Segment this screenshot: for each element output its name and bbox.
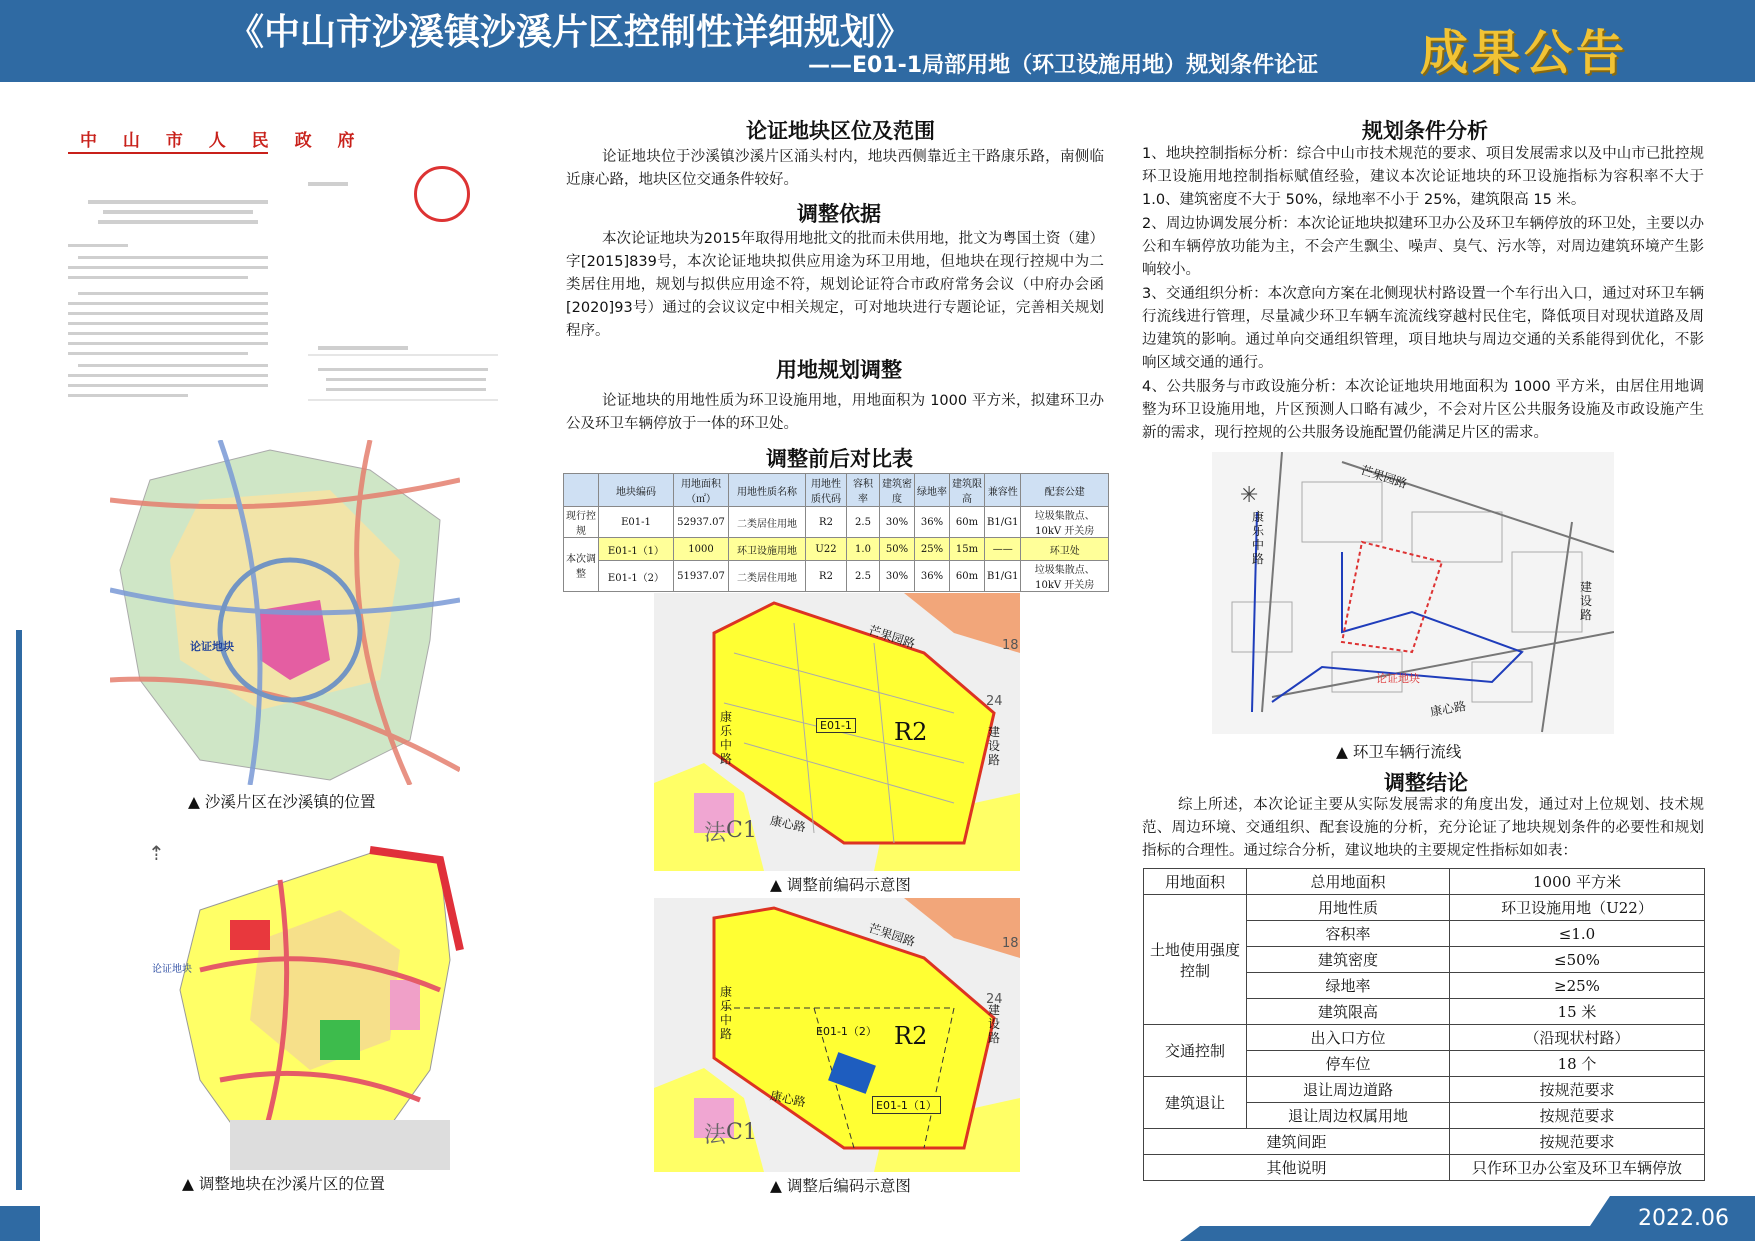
bottom-band [0, 1196, 1755, 1241]
th-blank [564, 474, 599, 507]
road-label-west: 康乐中路 [720, 985, 733, 1041]
cell: 按规范要求 [1450, 1103, 1705, 1129]
cell: 总用地面积 [1247, 869, 1450, 895]
plot-number-18: 18 [1002, 936, 1019, 951]
cell: 建筑密度 [1247, 947, 1450, 973]
cell: 建筑退让 [1144, 1077, 1247, 1129]
cell: R2 [806, 561, 847, 592]
plot-number-18: 18 [1002, 638, 1019, 653]
cell: 用地面积 [1144, 869, 1247, 895]
table-row [564, 507, 1109, 538]
cell: 退让周边道路 [1247, 1077, 1450, 1103]
cell: 30% [880, 507, 915, 538]
cell: ≤50% [1450, 947, 1705, 973]
table-row [564, 561, 1109, 592]
parcel-code-2-label: E01-1（2） [816, 1025, 877, 1038]
road-label-north: 芒果园路 [866, 920, 917, 950]
plot-number-24: 24 [986, 694, 1003, 709]
cell: 1000 平方米 [1450, 869, 1705, 895]
cell: 二类居住用地 [729, 507, 806, 538]
cell: 土地使用强度控制 [1144, 895, 1247, 1025]
cell: ≤1.0 [1450, 921, 1705, 947]
map1-site-label: 论证地块 [190, 640, 234, 653]
cell: 其他说明 [1144, 1155, 1450, 1181]
road-label-east: 建设路 [988, 1003, 1001, 1045]
cell: 出入口方位 [1247, 1025, 1450, 1051]
road-label-east: 建设路 [988, 725, 1001, 767]
compare-table [563, 473, 1109, 592]
cell: 1000 [674, 538, 729, 561]
road-label-north: 芒果园路 [866, 622, 917, 652]
th-landuse-code: 用地性质代码 [806, 474, 847, 507]
vehicle-flow-map [1212, 452, 1614, 734]
c1-label: C1 [726, 1120, 757, 1145]
section-conclusion-title: 调整结论 [1384, 771, 1468, 795]
landuse-label: R2 [894, 1022, 928, 1050]
th-area: 用地面积（㎡） [674, 474, 729, 507]
th-code: 地块编码 [599, 474, 674, 507]
section-compare-title: 调整前后对比表 [766, 447, 913, 471]
section-adjustment-text: 论证地块的用地性质为环卫设施用地，用地面积为 1000 平方米，拟建环卫办公及环卫车辆停放于一体的环卫处。 [566, 393, 1104, 432]
cell: 停车位 [1247, 1051, 1450, 1077]
indicator-table [1143, 868, 1705, 1181]
plot-number-24: 24 [986, 992, 1003, 1007]
document-org-header: 中 山 市 人 民 政 府 [80, 131, 365, 151]
flow-road-west: 康乐中路 [1252, 510, 1265, 566]
table-row [1144, 1077, 1705, 1103]
map-after-caption-text: 调整后编码示意图 [786, 1177, 911, 1195]
map-after-caption [770, 1174, 911, 1196]
cell: 25% [915, 538, 950, 561]
cell: 15m [950, 538, 985, 561]
section-location-title: 论证地块区位及范围 [746, 119, 935, 143]
flow-road-north: 芒果园路 [1358, 462, 1409, 492]
cell: U22 [806, 538, 847, 561]
table-row [1144, 1129, 1705, 1155]
district-landuse-map [140, 820, 470, 1180]
map1-caption-text: 沙溪片区在沙溪镇的位置 [204, 793, 376, 811]
analysis-item-1: 1、地块控制指标分析：综合中山市技术规范的要求、项目发展需求以及中山市已批控规环卫设施用地控制指标赋值经验，建议本次论证地块的环卫设施指标为容积率不大于 1.0、建筑密度不大于 50%，绿地率不小于 25%，建筑限高 15 米。 [1142, 146, 1704, 208]
cell: 按规范要求 [1450, 1077, 1705, 1103]
table-row [1144, 895, 1705, 921]
cell: 容积率 [1247, 921, 1450, 947]
table-row [1144, 1025, 1705, 1051]
map1-caption [188, 790, 375, 812]
cell: 环卫设施用地 [729, 538, 806, 561]
cell: 环卫设施用地（U22） [1450, 895, 1705, 921]
cell: 垃圾集散点、10kV 开关房 [1021, 561, 1109, 592]
flow-road-east: 建设路 [1580, 580, 1593, 622]
cell: E01-1（1） [599, 538, 674, 561]
north-arrow-icon: ✳ [1240, 483, 1259, 508]
section-analysis-title: 规划条件分析 [1362, 119, 1488, 143]
legal-label: 法 [704, 821, 727, 846]
flow-map-caption [1336, 740, 1461, 762]
table-row [1144, 1155, 1705, 1181]
th-far: 容积率 [847, 474, 880, 507]
cell: —— [985, 538, 1021, 561]
cell: B1/G1 [985, 507, 1021, 538]
triangle-icon: ▲ [770, 1177, 787, 1195]
map2-caption-text: 调整地块在沙溪片区的位置 [198, 1175, 385, 1193]
page-subtitle: ——E01-1局部用地（环卫设施用地）规划条件论证 [808, 53, 1319, 78]
page-title: 《中山市沙溪镇沙溪片区控制性详细规划》 [228, 12, 913, 53]
cell: E01-1 [599, 507, 674, 538]
cell: 现行控规 [564, 507, 599, 538]
cell: 52937.07 [674, 507, 729, 538]
th-landuse-name: 用地性质名称 [729, 474, 806, 507]
parcel-code-label: E01-1 [816, 718, 856, 733]
cell: 二类居住用地 [729, 561, 806, 592]
road-label-south: 康心路 [768, 813, 807, 835]
section-location-text: 论证地块位于沙溪镇沙溪片区涌头村内，地块西侧靠近主干路康乐路，南侧临近康心路，地块区位交通条件较好。 [566, 149, 1104, 188]
map2-site-label: 论证地块 [152, 964, 192, 975]
triangle-icon: ▲ [188, 793, 205, 811]
th-green: 绿地率 [915, 474, 950, 507]
cell: 2.5 [847, 561, 880, 592]
cell: 绿地率 [1247, 973, 1450, 999]
compare-table-header [564, 474, 1109, 507]
cell: 建筑间距 [1144, 1129, 1450, 1155]
road-label-south: 康心路 [768, 1088, 807, 1110]
cell: 50% [880, 538, 915, 561]
section-basis-title: 调整依据 [797, 202, 881, 226]
cell: B1/G1 [985, 561, 1021, 592]
c1-label: C1 [726, 818, 757, 843]
cell: 按规范要求 [1450, 1129, 1705, 1155]
cell: 2.5 [847, 507, 880, 538]
cell: 用地性质 [1247, 895, 1450, 921]
flow-road-south: 康心路 [1429, 698, 1468, 720]
flow-map-caption-text: 环卫车辆行流线 [1352, 743, 1462, 761]
analysis-item-2: 2、周边协调发展分析：本次论证地块拟建环卫办公及环卫车辆停放的环卫处，主要以办公和车辆停放功能为主，不会产生飘尘、噪声、臭气、污水等，对周边建筑环境产生影响较小。 [1142, 216, 1704, 278]
section-basis-text: 本次论证地块为2015年取得用地批文的批而未供用地，批文为粤国土资（建）字[2015]839号，本次论证地块拟供应用途为环卫用地，但地块在现行控规中为二类居住用地，规划与拟供应用途不符，规划论证符合市政府常务会议（中府办会函[2020]93号）通过的会议议定中相关规定，可对地块进行专题论证，完善相关规划程序。 [566, 231, 1104, 339]
flow-site-label: 论证地块 [1376, 672, 1420, 685]
th-facility: 配套公建 [1021, 474, 1109, 507]
section-adjustment-title: 用地规划调整 [776, 358, 902, 382]
map-before-caption [770, 873, 911, 895]
cell: 只作环卫办公室及环卫车辆停放 [1450, 1155, 1705, 1181]
cell: 51937.07 [674, 561, 729, 592]
publish-date: 2022.06 [1638, 1206, 1729, 1231]
left-accent-bar [16, 630, 22, 1190]
cell: 36% [915, 561, 950, 592]
cell: 交通控制 [1144, 1025, 1247, 1077]
cell: E01-1（2） [599, 561, 674, 592]
cell: ≥25% [1450, 973, 1705, 999]
cell: 15 米 [1450, 999, 1705, 1025]
cell: 本次调整 [564, 538, 599, 592]
cell: 建筑限高 [1247, 999, 1450, 1025]
cell: R2 [806, 507, 847, 538]
cell: 垃圾集散点、10kV 开关房 [1021, 507, 1109, 538]
section-conclusion-text: 综上所述，本次论证主要从实际发展需求的角度出发，通过对上位规划、技术规范、周边环境、交通组织、配套设施的分析，充分论证了地块规划条件的必要性和规划指标的合理性。通过综合分析，建议地块的主要规定性指标如如表： [1142, 797, 1704, 859]
north-arrow-icon: ⇡ [148, 841, 165, 865]
announcement-badge: 成果公告 [1420, 25, 1629, 81]
cell: 60m [950, 561, 985, 592]
cell: 36% [915, 507, 950, 538]
town-location-map [110, 440, 460, 785]
cell: （沿现状村路） [1450, 1025, 1705, 1051]
th-height: 建筑限高 [950, 474, 985, 507]
th-density: 建筑密度 [880, 474, 915, 507]
road-label-west: 康乐中路 [720, 710, 733, 766]
landuse-label: R2 [894, 718, 928, 746]
triangle-icon: ▲ [1336, 743, 1353, 761]
th-compat: 兼容性 [985, 474, 1021, 507]
legal-label: 法 [704, 1123, 727, 1148]
map2-caption [182, 1172, 385, 1194]
table-row [1144, 869, 1705, 895]
document-red-line [68, 152, 268, 154]
analysis-item-3: 3、交通组织分析：本次意向方案在北侧现状村路设置一个车行出入口，通过对环卫车辆行流线进行管理，尽量减少环卫车辆车流流线穿越村民住宅，降低项目对现状道路及周边建筑的影响。通过单向交通组织管理，项目地块与周边交通的关系能得到优化，不影响区域交通的通行。 [1142, 286, 1704, 371]
cell: 1.0 [847, 538, 880, 561]
parcel-code-1-label: E01-1（1） [872, 1096, 941, 1114]
map-before-caption-text: 调整前编码示意图 [786, 876, 911, 894]
triangle-icon: ▲ [182, 1175, 199, 1193]
cell: 环卫处 [1021, 538, 1109, 561]
cell: 18 个 [1450, 1051, 1705, 1077]
cell: 60m [950, 507, 985, 538]
cell: 退让周边权属用地 [1247, 1103, 1450, 1129]
triangle-icon: ▲ [770, 876, 787, 894]
document-text-lines [68, 160, 498, 420]
table-row-highlight [564, 538, 1109, 561]
analysis-item-4: 4、公共服务与市政设施分析：本次论证地块用地面积为 1000 平方米，由居住用地调整为环卫设施用地，片区预测人口略有减少，不会对片区公共服务设施及市政设施产生新的需求，现行控规的公共服务设施配置仍能满足片区的需求。 [1142, 379, 1704, 441]
cell: 30% [880, 561, 915, 592]
